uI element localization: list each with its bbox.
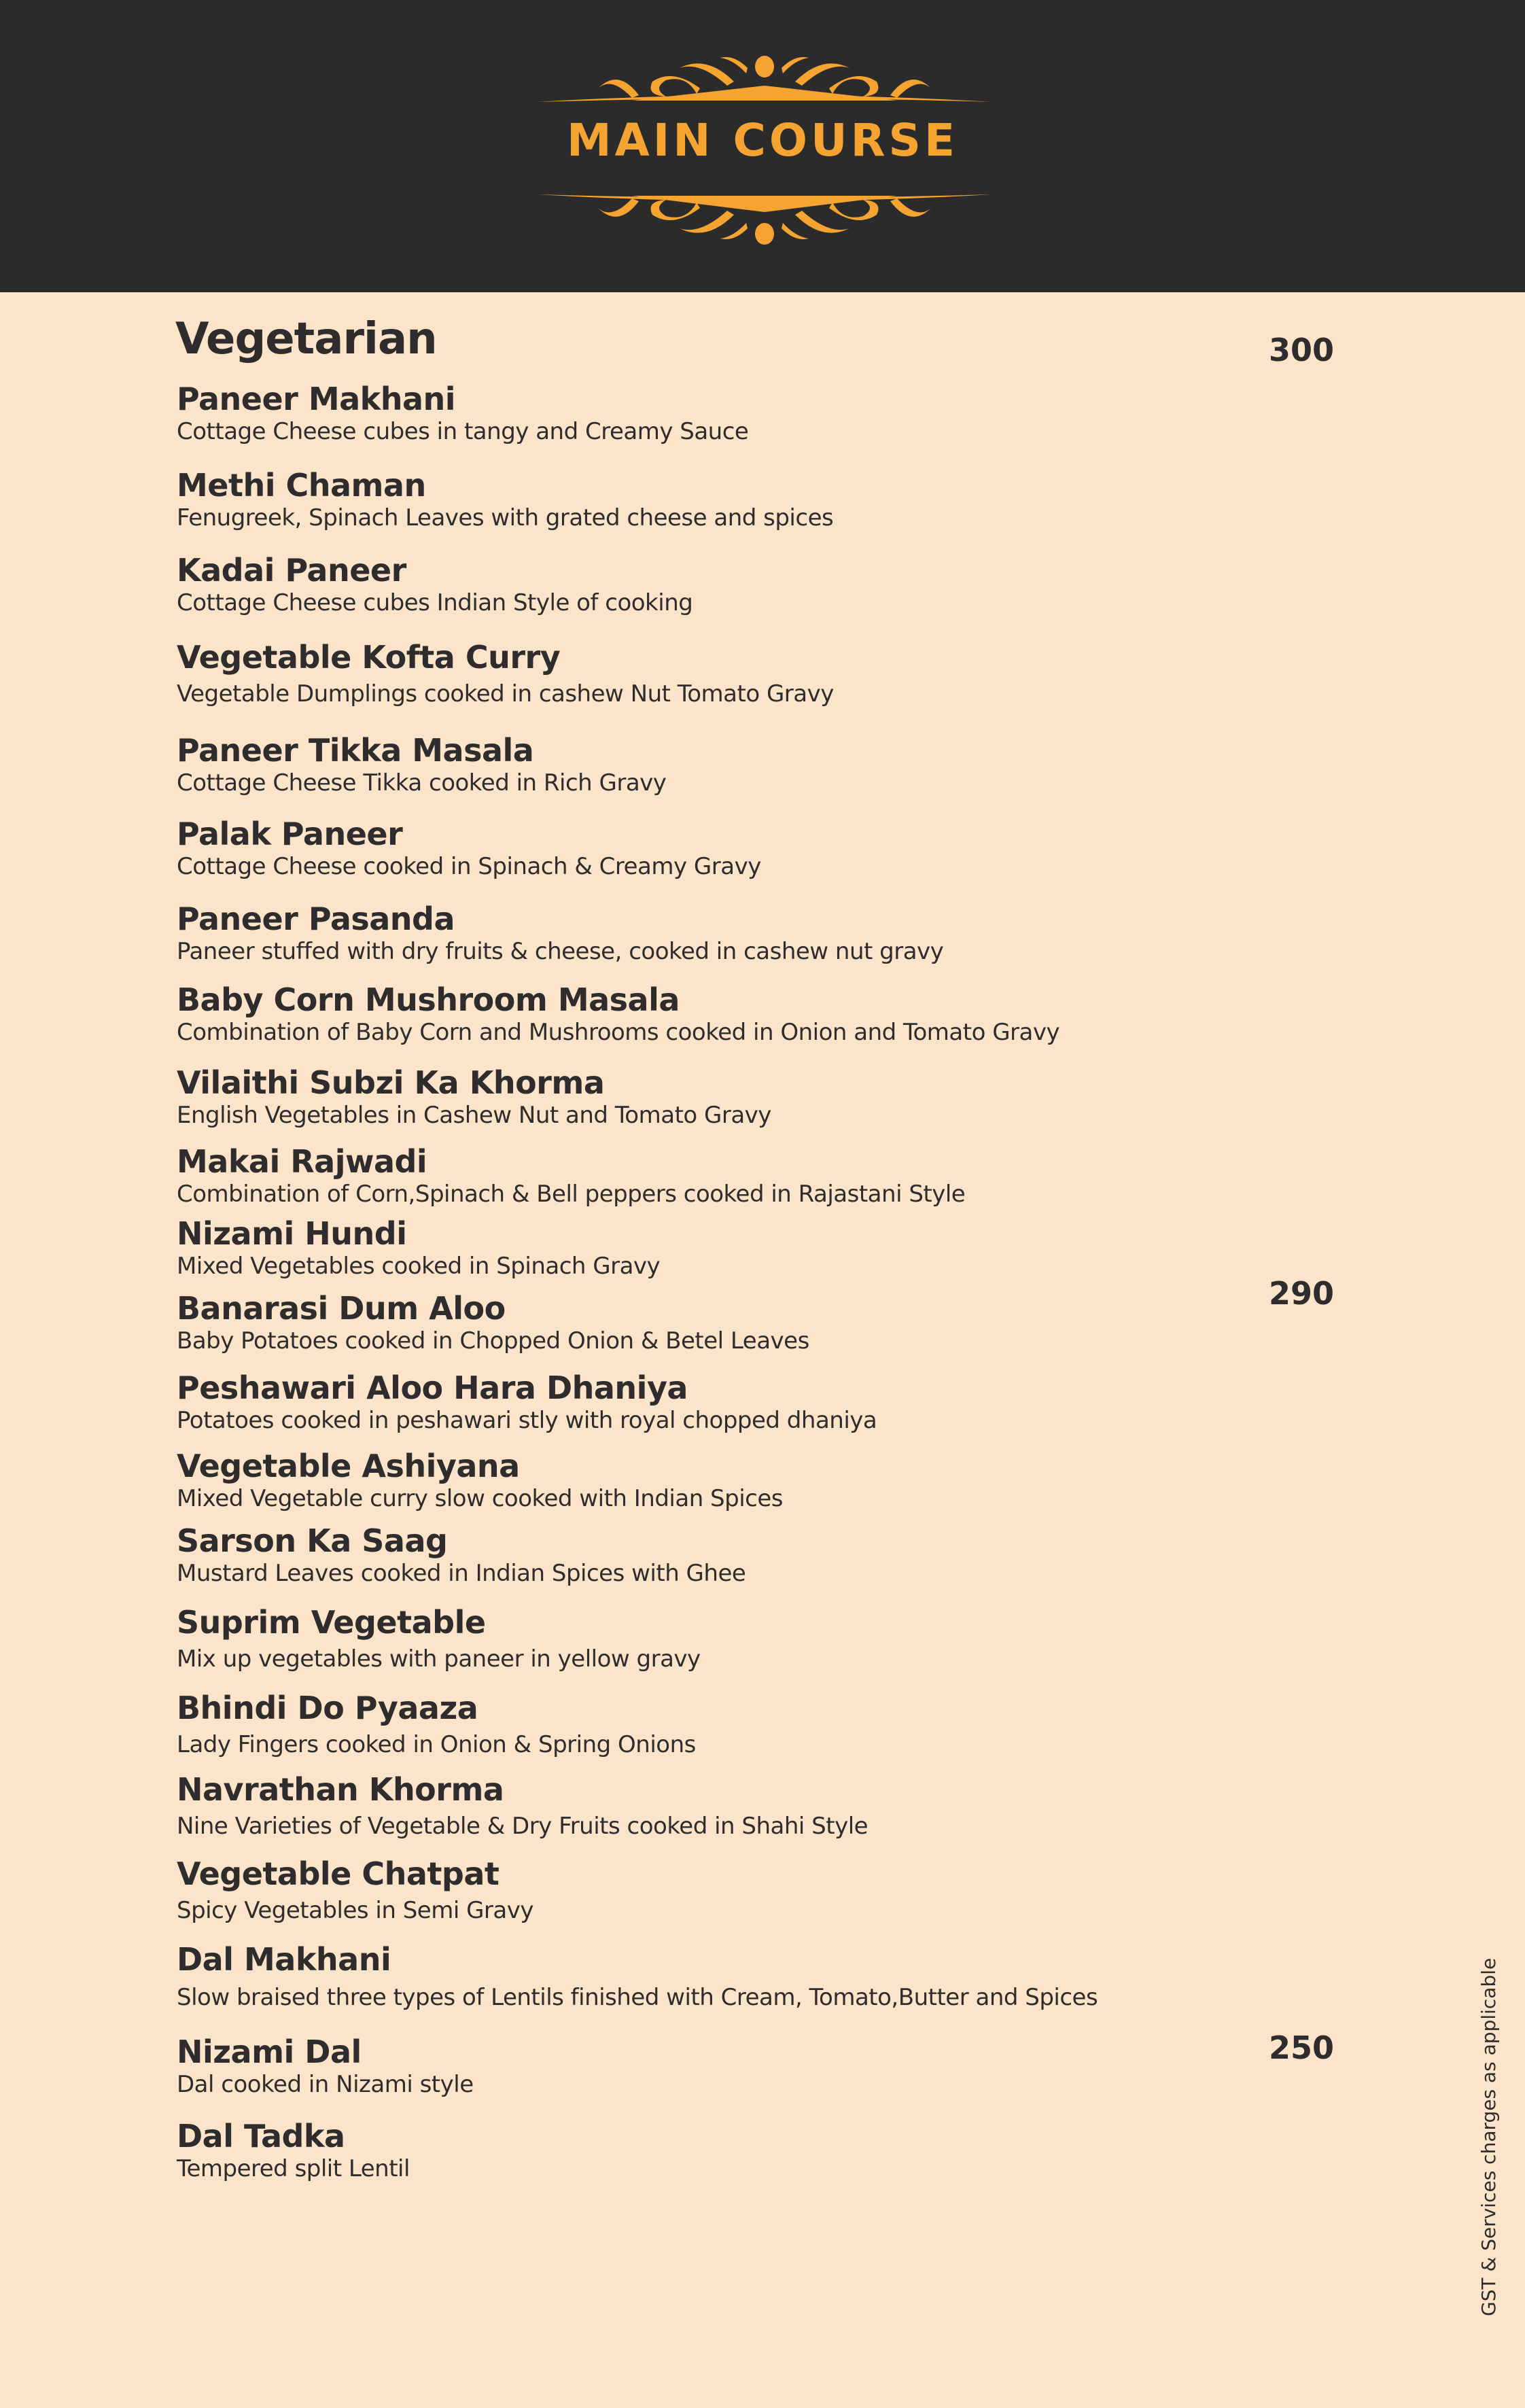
menu-item-name: Methi Chaman — [177, 467, 426, 504]
menu-item — [177, 2118, 410, 2183]
menu-item-name: Nizami Hundi — [177, 1215, 407, 1252]
menu-item-name: Baby Corn Mushroom Masala — [177, 981, 680, 1018]
menu-item — [177, 1690, 696, 1759]
menu-item-description: Combination of Baby Corn and Mushrooms cooked in Onion and Tomato Gravy — [177, 1019, 1060, 1046]
menu-item-description: Vegetable Dumplings cooked in cashew Nut Tomato Gravy — [177, 680, 834, 708]
header-banner — [0, 0, 1525, 292]
menu-item-name: Vegetable Kofta Curry — [177, 639, 561, 676]
menu-item-name: Kadai Paneer — [177, 552, 406, 589]
menu-item-name: Dal Makhani — [177, 1941, 391, 1978]
menu-item-description: English Vegetables in Cashew Nut and Tomato Gravy — [177, 1102, 771, 1129]
menu-item-description: Cottage Cheese Tikka cooked in Rich Gravy — [177, 769, 667, 797]
menu-item-name: Peshawari Aloo Hara Dhaniya — [177, 1369, 688, 1406]
menu-item-description: Spicy Vegetables in Semi Gravy — [177, 1897, 533, 1924]
menu-item-description: Mixed Vegetable curry slow cooked with Indian Spices — [177, 1485, 783, 1512]
menu-item — [177, 1771, 868, 1840]
menu-item — [177, 639, 834, 708]
menu-item-name: Banarasi Dum Aloo — [177, 1290, 506, 1327]
price-tier-250: 250 — [1268, 2029, 1335, 2066]
menu-item — [177, 1369, 877, 1435]
page-title: MAIN COURSE — [566, 114, 959, 167]
menu-item-name: Vilaithi Subzi Ka Khorma — [177, 1064, 605, 1101]
menu-item-name: Paneer Pasanda — [177, 901, 455, 937]
menu-item-name: Vegetable Chatpat — [177, 1855, 499, 1892]
tax-note: GST & Services charges as applicable — [1477, 1957, 1500, 2316]
menu-item — [177, 1522, 746, 1588]
menu-item — [177, 1215, 660, 1280]
menu-item-description: Potatoes cooked in peshawari stly with royal chopped dhaniya — [177, 1407, 877, 1434]
menu-item — [177, 1604, 701, 1673]
menu-item — [177, 732, 666, 797]
menu-item-description: Mix up vegetables with paneer in yellow gravy — [177, 1645, 701, 1673]
menu-item-name: Palak Paneer — [177, 816, 403, 852]
menu-item-description: Lady Fingers cooked in Onion & Spring Onions — [177, 1731, 696, 1758]
menu-item-name: Bhindi Do Pyaaza — [177, 1690, 478, 1726]
menu-item-name: Sarson Ka Saag — [177, 1522, 448, 1559]
menu-item-description: Combination of Corn,Spinach & Bell peppers cooked in Rajastani Style — [177, 1181, 966, 1208]
menu-item-name: Vegetable Ashiyana — [177, 1448, 520, 1484]
menu-item — [177, 1290, 809, 1355]
menu-item — [177, 467, 833, 532]
menu-item-description: Dal cooked in Nizami style — [177, 2071, 474, 2098]
menu-item — [177, 901, 943, 966]
menu-item — [177, 1941, 1098, 2012]
menu-item — [177, 1855, 533, 1925]
menu-item-description: Slow braised three types of Lentils finished with Cream, Tomato,Butter and Spices — [177, 1984, 1098, 2011]
menu-item — [177, 1064, 771, 1130]
price-tier-300: 300 — [1268, 332, 1335, 368]
menu-item-description: Nine Varieties of Vegetable & Dry Fruits cooked in Shahi Style — [177, 1813, 869, 1840]
menu-item-name: Paneer Makhani — [177, 381, 456, 417]
menu-item-description: Paneer stuffed with dry fruits & cheese, cooked in cashew nut gravy — [177, 938, 944, 965]
menu-item-description: Cottage Cheese cubes in tangy and Creamy Sauce — [177, 418, 749, 445]
menu-item-description: Tempered split Lentil — [177, 2155, 410, 2182]
menu-item — [177, 981, 1059, 1047]
menu-item-description: Fenugreek, Spinach Leaves with grated cheese and spices — [177, 504, 834, 531]
menu-item-description: Cottage Cheese cubes Indian Style of cooking — [177, 589, 693, 616]
menu-item-name: Paneer Tikka Masala — [177, 732, 534, 769]
menu-item-name: Makai Rajwadi — [177, 1143, 427, 1180]
menu-item-name: Dal Tadka — [177, 2118, 345, 2154]
menu-item — [177, 816, 761, 881]
menu-item-description: Mixed Vegetables cooked in Spinach Gravy — [177, 1253, 661, 1280]
menu-item — [177, 381, 748, 446]
menu-item — [177, 1448, 783, 1513]
price-tier-290: 290 — [1268, 1275, 1335, 1312]
menu-item-name: Navrathan Khorma — [177, 1771, 504, 1808]
menu-item-name: Nizami Dal — [177, 2034, 362, 2070]
menu-item — [177, 552, 693, 617]
menu-item-name: Suprim Vegetable — [177, 1604, 486, 1641]
menu-item-description: Cottage Cheese cooked in Spinach & Creamy Gravy — [177, 853, 761, 880]
menu-item-description: Mustard Leaves cooked in Indian Spices with Ghee — [177, 1560, 746, 1587]
menu-item — [177, 2034, 474, 2099]
section-title-vegetarian: Vegetarian — [175, 314, 437, 364]
menu-item-description: Baby Potatoes cooked in Chopped Onion & Betel Leaves — [177, 1327, 809, 1355]
menu-item — [177, 1143, 965, 1208]
